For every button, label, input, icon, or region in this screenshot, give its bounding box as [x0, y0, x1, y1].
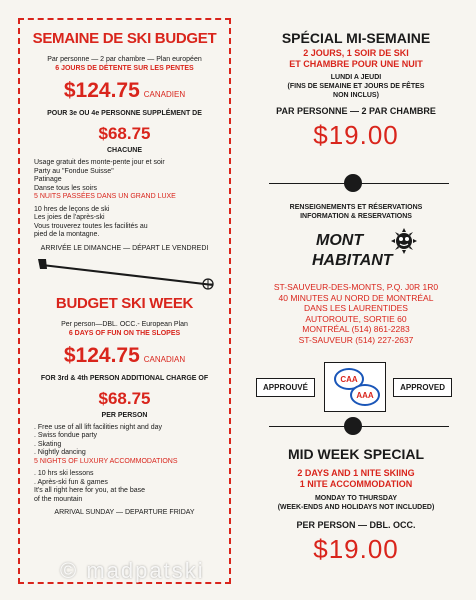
logo-text-line1: MONT — [316, 232, 364, 249]
midweek-fr-days: LUNDI A JEUDI — [330, 74, 382, 81]
midweek-en-section — [252, 446, 460, 565]
watermark: © madpatski — [60, 558, 205, 583]
fr-title: SEMAINE DE SKI BUDGET — [32, 30, 217, 47]
address-line: AUTOROUTE, SORTIE 60 — [305, 313, 407, 324]
midweek-fr-days: NON INCLUS) — [333, 92, 379, 99]
en-amenity: . Free use of all lift facilities night and day — [34, 423, 163, 431]
approuve-label: APPROUVÉ — [256, 378, 315, 397]
logo-text-line2: HABITANT — [312, 252, 393, 269]
en-currency: CANADIAN — [143, 354, 186, 364]
fr-amenity: Usage gratuit des monte-pente jour et soir — [34, 159, 165, 166]
en-extra-title: FOR 3rd & 4th PERSON ADDITIONAL CHARGE OF — [40, 374, 209, 382]
mont-habitant-logo — [252, 227, 460, 276]
midweek-fr-days: (FINS DE SEMAINE ET JOURS DE FÊTES — [287, 83, 425, 90]
midweek-en-subtitle: 2 DAYS AND 1 NITE SKIING — [297, 468, 415, 478]
midweek-fr-subtitle: ET CHAMBRE POUR UNE NUIT — [289, 59, 423, 69]
reservations-section — [252, 203, 460, 345]
midweek-en-days: (WEEK-ENDS AND HOLIDAYS NOT INCLUDED) — [277, 504, 435, 511]
en-arrival: ARRIVAL SUNDAY — DEPARTURE FRIDAY — [54, 509, 195, 516]
fr-nights: 5 NUITS PASSÉES DANS UN GRAND LUXE — [34, 193, 176, 200]
caa-aaa-approval — [256, 372, 452, 402]
en-price-row — [28, 344, 221, 368]
en-nights: 5 NIGHTS OF LUXURY ACCOMMODATIONS — [34, 457, 178, 465]
fr-amenity: Danse tous les soirs — [34, 184, 98, 192]
midweek-fr-title: SPÉCIAL MI-SEMAINE — [281, 30, 431, 46]
fr-days: 6 JOURS DE DÉTENTE SUR LES PENTES — [55, 65, 194, 72]
fr-per-person: Par personne — 2 par chambre — Plan européen — [47, 56, 202, 63]
en-extra-price: $68.75 — [98, 388, 151, 408]
fr-each: CHACUNE — [107, 147, 142, 154]
fr-amenity: Party au "Fondue Suisse" — [34, 167, 114, 175]
midweek-en-days: MONDAY TO THURSDAY — [314, 495, 398, 502]
reservations-heading: RENSEIGNEMENTS ET RÉSERVATIONS — [289, 204, 423, 211]
en-lesson: of the mountain — [34, 495, 83, 503]
address-line: ST-SAUVEUR-DES-MONTS, P.Q. J0R 1R0 — [273, 282, 439, 292]
en-each: PER PERSON — [101, 411, 148, 419]
en-price: $124.75 — [63, 343, 140, 367]
aaa-logo: AAA — [350, 384, 380, 406]
sun-mascot-icon — [391, 228, 417, 254]
phone-montreal: MONTRÉAL (514) 861-2283 — [302, 324, 410, 334]
en-lesson: . Après-ski fun & games — [34, 478, 108, 486]
en-lesson: . 10 hrs ski lessons — [34, 470, 94, 477]
en-title: BUDGET SKI WEEK — [55, 294, 194, 312]
midweek-en-title: MID WEEK SPECIAL — [287, 446, 425, 462]
en-lesson: It's all right here for you, at the base — [34, 487, 146, 494]
en-amenity: . Swiss fondue party — [34, 432, 98, 439]
midweek-fr-price: $19.00 — [313, 120, 399, 150]
fr-price-row — [28, 79, 221, 103]
en-amenity: . Nightly dancing — [34, 449, 86, 456]
fr-extra-price: $68.75 — [98, 124, 151, 143]
fr-lesson: Vous trouverez toutes les facilités au — [34, 222, 148, 230]
reservations-heading: INFORMATION & RESERVATIONS — [300, 213, 412, 220]
address-line: 40 MINUTES AU NORD DE MONTRÉAL — [278, 292, 434, 303]
ski-pole-icon — [28, 255, 223, 291]
approved-label: APPROVED — [393, 378, 452, 397]
fr-currency: CANADIEN — [143, 90, 186, 99]
fr-amenity: Patinage — [34, 176, 62, 183]
caa-logo: CAA — [334, 368, 364, 390]
ski-pole-illustration — [28, 255, 221, 291]
phone-st-sauveur: ST-SAUVEUR (514) 227-2637 — [298, 334, 414, 345]
fr-lesson: Les joies de l'après-ski — [34, 214, 105, 221]
midweek-fr-per-person: PAR PERSONNE — 2 PAR CHAMBRE — [276, 106, 436, 116]
en-amenity: . Skating — [34, 440, 62, 448]
fr-extra-title: POUR 3e OU 4e PERSONNE SUPPLÉMENT DE — [47, 110, 202, 117]
budget-ski-week-panel — [18, 18, 231, 584]
midweek-en-price: $19.00 — [313, 534, 399, 564]
midweek-en-per-person: PER PERSON — DBL. OCC. — [296, 520, 416, 530]
fr-lesson: 10 hres de leçons de ski — [34, 205, 110, 213]
midweek-fr-section — [252, 30, 460, 151]
midweek-en-subtitle: 1 NITE ACCOMMODATION — [299, 479, 413, 489]
divider-dot — [344, 174, 362, 192]
divider-dot — [344, 417, 362, 435]
fr-price: $124.75 — [63, 79, 140, 102]
fr-lesson: pied de la montagne. — [34, 231, 100, 238]
en-per-person: Per person—DBL. OCC.- European Plan — [61, 320, 188, 328]
midweek-fr-subtitle: 2 JOURS, 1 SOIR DE SKI — [303, 48, 409, 58]
fr-arrival: ARRIVÉE LE DIMANCHE — DÉPART LE VENDREDI — [40, 244, 209, 252]
en-days: 6 DAYS OF FUN ON THE SLOPES — [68, 329, 181, 337]
mont-habitant-logo-icon — [286, 227, 426, 271]
address-line: DANS LES LAURENTIDES — [304, 303, 408, 313]
